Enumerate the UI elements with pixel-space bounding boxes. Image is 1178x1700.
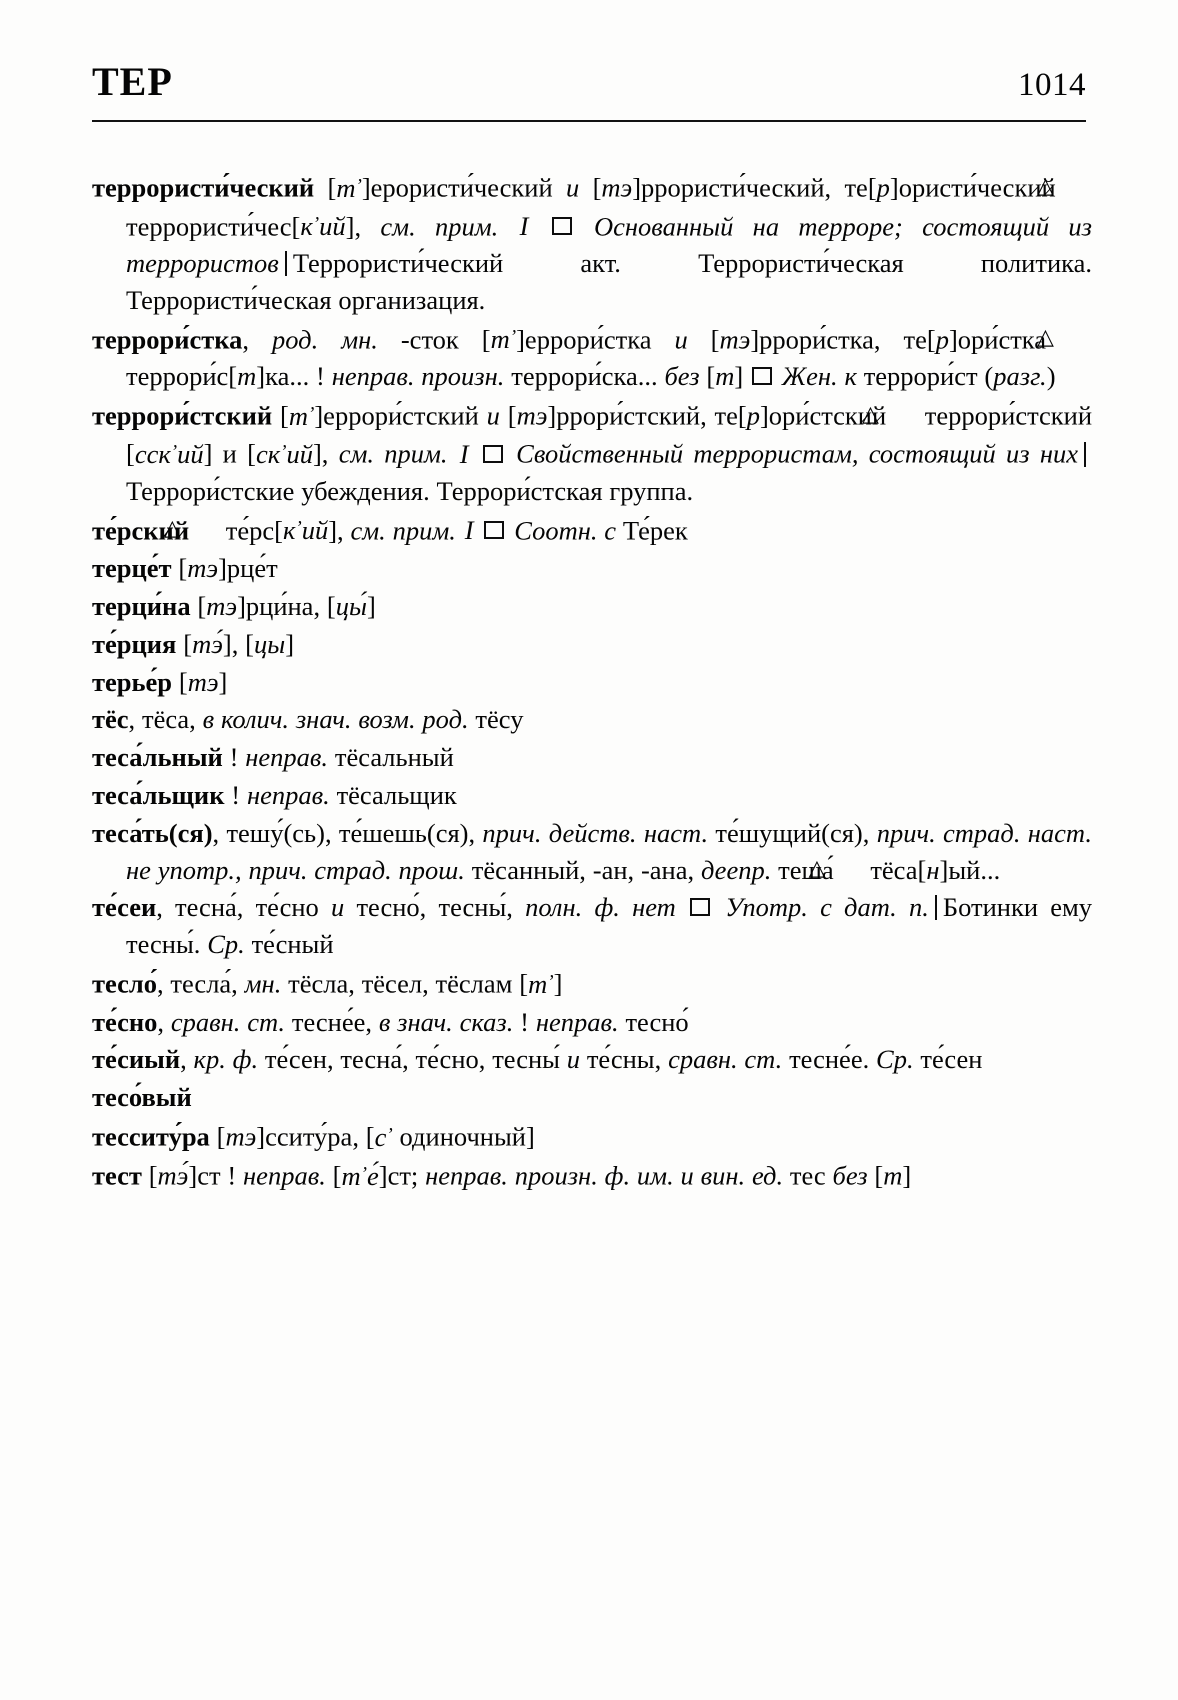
headword: тесло́ [92, 968, 157, 999]
running-head: ТЕР [92, 59, 173, 104]
square-mark [752, 367, 772, 385]
dictionary-entry: теса́ть(ся), тешу́(сь), те́шешь(ся), прич. действ. наст. те́шущий(ся), прич. страд. наст. не употр., прич. страд. прош. тёсанный, -ан, -ана, деепр. теша́ △ тёса[н]ый... [92, 815, 1092, 889]
page-number: 1014 [1018, 67, 1086, 103]
page-header [92, 59, 1086, 132]
dictionary-entry: террори́стка, род. мн. -сток $[т^ʼ]еррори́стка$ и [тэ]ррори́стка, те[р]ори́стка △ террори́с[т]ка... ! неправ. произн. террори́ска... без [т] Жен. к террори́ст (разг.) [92, 320, 1092, 395]
dictionary-entry [92, 1079, 1092, 1116]
headword: терци́на [92, 591, 191, 622]
square-mark [690, 898, 710, 916]
dictionary-entry: террори́стский $[т^ʼ]еррори́стский$ и [тэ]ррори́стский, те[р]ори́стский △ террори́стский [сск$^ʼ$ий] и $[ск^ʼий]$, см. прим. I Свойственный террористам, состоящий из нихТеррори́стские убеждения. Террори́стская группа. [92, 396, 1092, 510]
headword: терце́т [92, 553, 172, 584]
pipe-separator [1084, 442, 1086, 467]
pipe-separator [285, 251, 287, 276]
square-mark [552, 217, 572, 235]
dictionary-entry: те́рский △ $те́рс[к^ʼий]$, см. прим. I Соотн. с Те́рек [92, 511, 1092, 550]
headword: тест [92, 1161, 142, 1192]
dictionary-entry: те́сиый, кр. ф. те́сен, тесна́, те́сно, тесны́ и те́сны, сравн. ст. тесне́е. Ср. те́сен [92, 1044, 983, 1075]
headword: террористи́ческий [92, 172, 315, 203]
dictionary-entry: тест [тэ́]ст ! неправ. $[т^ʼе́]ст$; неправ. произн. ф. им. и вин. ед. тес без [т] [92, 1161, 912, 1192]
dictionary-entry: тесло́, тесла́, мн. тёсла, тёсел, тёслам $[т^ʼ]$ [92, 968, 563, 999]
triangle-mark [198, 522, 217, 540]
headword: теса́льщик [92, 780, 225, 811]
headword: террори́стка [92, 324, 243, 355]
triangle-mark [1071, 331, 1090, 349]
dictionary-entry: те́рция [тэ́], [цы] [92, 628, 295, 659]
dictionary-entry: теса́льный ! неправ. тёсальный [92, 742, 454, 773]
dictionary-entry: террористи́ческий $[т^ʼ]ерористи́ческий$ и [тэ]ррористи́ческий, те[р]ористи́ческий △ $террористи́чес[к^ʼий]$, см. прим. I Основанный на терроре; состоящий из террористов Террористи́ческий акт. Террористи́ческая политика. Террористи́ческая организация. [92, 168, 1092, 319]
header-rule [92, 120, 1086, 122]
dictionary-entry: те́сеи, тесна́, те́сно и тесно́, тесны́, полн. ф. нет Употр. с дат. п. Ботинки ему тесны́. Ср. те́сный [92, 892, 1093, 960]
dictionary-entry: тёс, тёса, в колич. знач. возм. род. тёсу [92, 704, 524, 735]
square-mark [483, 445, 503, 463]
headword: теса́льный [92, 742, 223, 773]
headword: тёс [92, 704, 129, 735]
headword: те́рский [92, 515, 190, 546]
dictionary-entry: тесситу́ра [тэ]сситу́ра, [$с^ʼ$ одиночный] [92, 1121, 535, 1152]
square-mark [484, 521, 504, 539]
headword: террори́стский [92, 400, 273, 431]
headword: те́рция [92, 628, 177, 659]
headword: те́сиый [92, 1044, 181, 1075]
dictionary-entry: терци́на [тэ]рци́на, [цы́] [92, 591, 376, 622]
headword: терье́р [92, 666, 173, 697]
headword: теса́ть(ся) [92, 817, 213, 848]
dictionary-entry: те́сно, сравн. ст. тесне́е, в знач. сказ. ! неправ. тесно́ [92, 1006, 689, 1037]
pipe-separator [935, 895, 937, 920]
dictionary-entry: теса́льщик ! неправ. тёсальщик [92, 780, 457, 811]
headword: тесо́вый [92, 1082, 192, 1113]
headword: тесситу́ра [92, 1121, 210, 1152]
entry-column [92, 168, 1092, 1196]
dictionary-entry: терце́т [тэ]рце́т [92, 553, 278, 584]
headword: те́сно [92, 1006, 158, 1037]
triangle-mark [896, 408, 915, 426]
headword: те́сеи [92, 892, 157, 923]
dictionary-entry: терье́р [тэ] [92, 666, 228, 697]
triangle-mark [1071, 180, 1090, 198]
triangle-mark [843, 862, 862, 880]
